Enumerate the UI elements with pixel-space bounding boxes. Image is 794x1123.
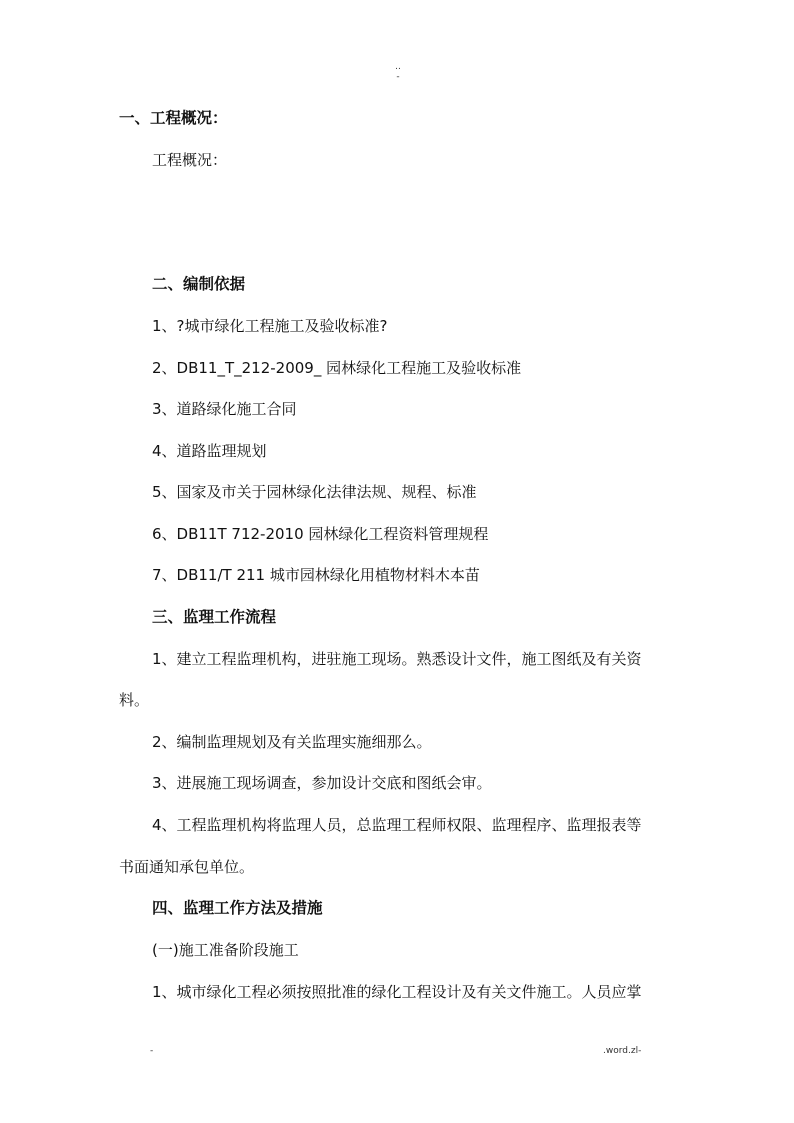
basis-item: 6、DB11T 712-2010 园林绿化工程资料管理规程 (152, 525, 489, 543)
workflow-item-continuation: 料。 (119, 691, 150, 709)
section-3-title: 三、监理工作流程 (152, 608, 277, 626)
header-mark-dots: .. (395, 62, 401, 72)
section-4-subtitle: (一)施工准备阶段施工 (152, 941, 299, 959)
header-mark-dash: - (396, 72, 400, 82)
footer-left-mark: - (150, 1046, 154, 1056)
workflow-item-continuation: 书面通知承包单位。 (119, 858, 255, 876)
section-1-title: 一、工程概况： (119, 109, 228, 127)
section-1-body: 工程概况： (152, 151, 228, 169)
workflow-item: 4、工程监理机构将监理人员，总监理工程师权限、监理程序、监理报表等 (152, 816, 642, 834)
section-4-title: 四、监理工作方法及措施 (152, 899, 323, 917)
basis-item: 4、道路监理规划 (152, 442, 267, 460)
workflow-item: 3、进展施工现场调查，参加设计交底和图纸会审。 (152, 774, 492, 792)
footer-right-text: .word.zl- (603, 1046, 642, 1056)
basis-item: 1、?城市绿化工程施工及验收标准? (152, 317, 388, 335)
basis-item: 3、道路绿化施工合同 (152, 400, 297, 418)
basis-item: 2、DB11_T_212-2009_ 园林绿化工程施工及验收标准 (152, 359, 522, 377)
header-mark (393, 62, 403, 82)
section-2-title: 二、编制依据 (152, 275, 246, 293)
workflow-item: 1、建立工程监理机构，进驻施工现场。熟悉设计文件，施工图纸及有关资 (152, 650, 642, 668)
basis-item: 5、国家及市关于园林绿化法律法规、规程、标准 (152, 483, 477, 501)
workflow-item: 2、编制监理规划及有关监理实施细那么。 (152, 733, 432, 751)
basis-item: 7、DB11/T 211 城市园林绿化用植物材料木本苗 (152, 566, 480, 584)
method-item: 1、城市绿化工程必须按照批准的绿化工程设计及有关文件施工。人员应掌 (152, 983, 642, 1001)
